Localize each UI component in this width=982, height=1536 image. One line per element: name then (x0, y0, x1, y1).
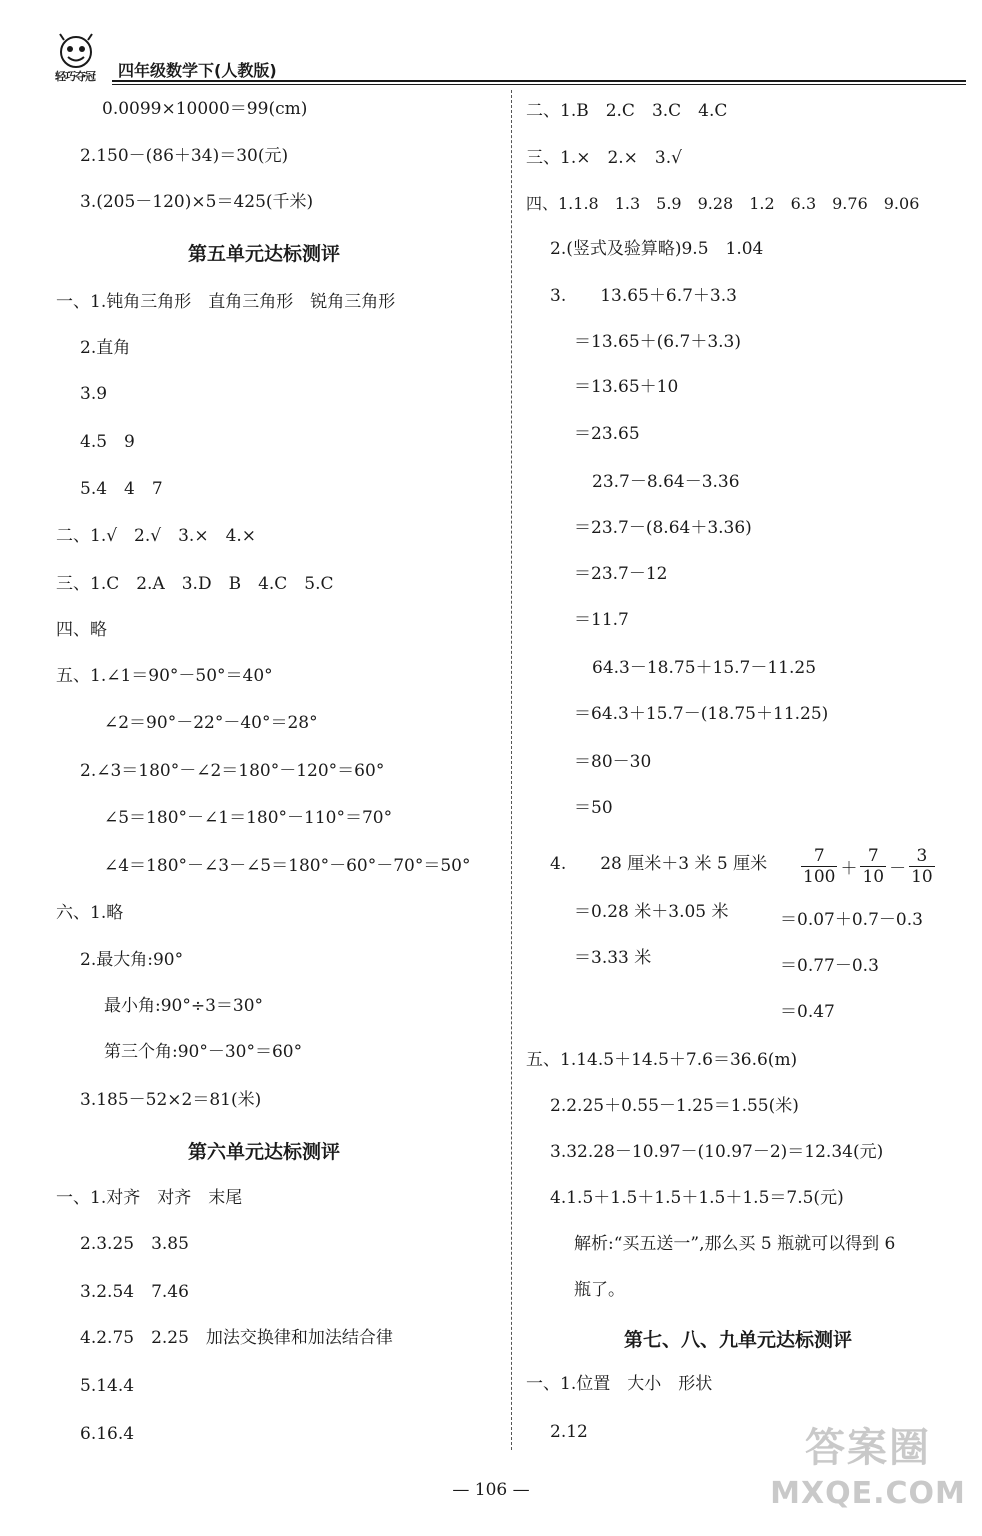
answer-line: 最小角:90°÷3＝30° (104, 996, 264, 1016)
watermark-logo-text: 答案圈 (805, 1425, 931, 1471)
analysis-text: 解析:“买五送一”,那么买 5 瓶就可以得到 6 (574, 1234, 896, 1254)
answer-line: 4.2.75 2.25 加法交换律和加法结合律 (80, 1328, 393, 1348)
answer-line: 2.最大角:90° (80, 950, 184, 970)
answer-line: ∠4＝180°－∠3－∠5＝180°－60°－70°＝50° (104, 856, 471, 876)
answer-line: 4. 28 厘米＋3 米 5 厘米 (550, 854, 768, 874)
answer-line: 三、1.C 2.A 3.D B 4.C 5.C (56, 574, 334, 594)
answer-line: ＝11.7 (574, 610, 629, 630)
answer-line: 2.2.25＋0.55－1.25＝1.55(米) (550, 1096, 799, 1116)
fraction-numerator: 7 (801, 846, 837, 867)
answer-line: ＝0.07＋0.7－0.3 (780, 910, 923, 930)
answer-line: 三、1.× 2.× 3.√ (526, 148, 682, 168)
answer-line: 3.9 (80, 384, 108, 404)
logo-text: 轻巧夺冠 (55, 70, 95, 83)
header-rule-thin (112, 84, 966, 85)
answer-line: 5.4 4 7 (80, 479, 163, 499)
fraction-expression (800, 846, 936, 887)
answer-line: 六、1.略 (56, 903, 124, 923)
fraction (801, 846, 837, 887)
fraction-numerator: 7 (860, 846, 886, 867)
answer-line: 3. 13.65＋6.7＋3.3 (550, 286, 737, 306)
answer-line: ＝23.65 (574, 424, 640, 444)
answer-line: 3.32.28－10.97－(10.97－2)＝12.34(元) (550, 1142, 884, 1162)
answer-line: ∠5＝180°－∠1＝180°－110°＝70° (104, 808, 393, 828)
operator: － (889, 859, 907, 879)
operator: ＋ (840, 859, 858, 879)
fraction-denominator: 10 (911, 867, 933, 887)
fraction-denominator: 10 (862, 867, 885, 887)
analysis-text: 瓶了。 (574, 1280, 625, 1300)
section-heading-unit5: 第五单元达标测评 (188, 243, 341, 265)
answer-line: 3.185－52×2＝81(米) (80, 1090, 262, 1110)
answer-line: 一、1.对齐 对齐 末尾 (56, 1188, 243, 1208)
answer-line: 五、1.∠1＝90°－50°＝40° (56, 666, 273, 686)
answer-line: 6.16.4 (80, 1424, 135, 1444)
watermark-domain: MXQE.COM (770, 1476, 966, 1511)
answer-line: 第三个角:90°－30°＝60° (104, 1042, 303, 1062)
fraction (909, 846, 935, 887)
section-heading-unit6: 第六单元达标测评 (188, 1141, 341, 1163)
answer-line: 23.7－8.64－3.36 (592, 472, 740, 492)
answer-line: ＝50 (574, 798, 613, 818)
answer-line: 2.直角 (80, 338, 131, 358)
answer-line: 二、1.√ 2.√ 3.× 4.× (56, 526, 257, 546)
answer-line: ∠2＝90°－22°－40°＝28° (104, 713, 318, 733)
watermark (768, 1422, 968, 1532)
page-number: — 106 — (452, 1480, 530, 1500)
section-heading-unit789: 第七、八、九单元达标测评 (624, 1329, 853, 1351)
answer-line: 五、1.14.5＋14.5＋7.6＝36.6(m) (526, 1050, 798, 1070)
answer-line: 一、1.位置 大小 形状 (526, 1374, 713, 1394)
fraction-denominator: 100 (803, 867, 836, 887)
answer-line: ＝3.33 米 (574, 948, 652, 968)
book-title: 四年级数学下(人教版) (118, 61, 277, 80)
fraction (860, 846, 886, 887)
answer-line: 2.∠3＝180°－∠2＝180°－120°＝60° (80, 761, 385, 781)
answer-line: ＝0.47 (780, 1002, 835, 1022)
answer-line: ＝0.28 米＋3.05 米 (574, 902, 729, 922)
fraction-numerator: 3 (909, 846, 935, 867)
answer-line: 四、略 (56, 620, 107, 640)
answer-line: 2.3.25 3.85 (80, 1234, 189, 1254)
answer-line: 2.12 (550, 1422, 588, 1442)
answer-line: 二、1.B 2.C 3.C 4.C (526, 101, 728, 121)
answer-line: ＝80－30 (574, 752, 652, 772)
answer-line: 3.(205－120)×5＝425(千米) (80, 192, 314, 212)
answer-line: 3.2.54 7.46 (80, 1282, 189, 1302)
answer-line: 0.0099×10000＝99(cm) (102, 99, 308, 119)
answer-line: ＝64.3＋15.7－(18.75＋11.25) (574, 704, 829, 724)
answer-line: 4.5 9 (80, 432, 135, 452)
answer-line: 2.(竖式及验算略)9.5 1.04 (550, 239, 764, 259)
header-rule (112, 80, 966, 82)
answer-line: ＝13.65＋10 (574, 377, 679, 397)
answer-line: 4.1.5＋1.5＋1.5＋1.5＋1.5＝7.5(元) (550, 1188, 844, 1208)
answer-line: ＝13.65＋(6.7＋3.3) (574, 332, 742, 352)
answer-line: 64.3－18.75＋15.7－11.25 (592, 658, 817, 678)
page-header (40, 28, 966, 84)
answer-line: 一、1.钝角三角形 直角三角形 锐角三角形 (56, 292, 396, 312)
answer-line: 2.150－(86＋34)＝30(元) (80, 146, 289, 166)
answer-line: ＝0.77－0.3 (780, 956, 879, 976)
answer-line: 5.14.4 (80, 1376, 135, 1396)
answer-line: ＝23.7－12 (574, 564, 668, 584)
answer-line: 四、1.1.8 1.3 5.9 9.28 1.2 6.3 9.76 9.06 (526, 194, 920, 213)
answer-line: ＝23.7－(8.64＋3.36) (574, 518, 752, 538)
column-divider (511, 90, 513, 1450)
